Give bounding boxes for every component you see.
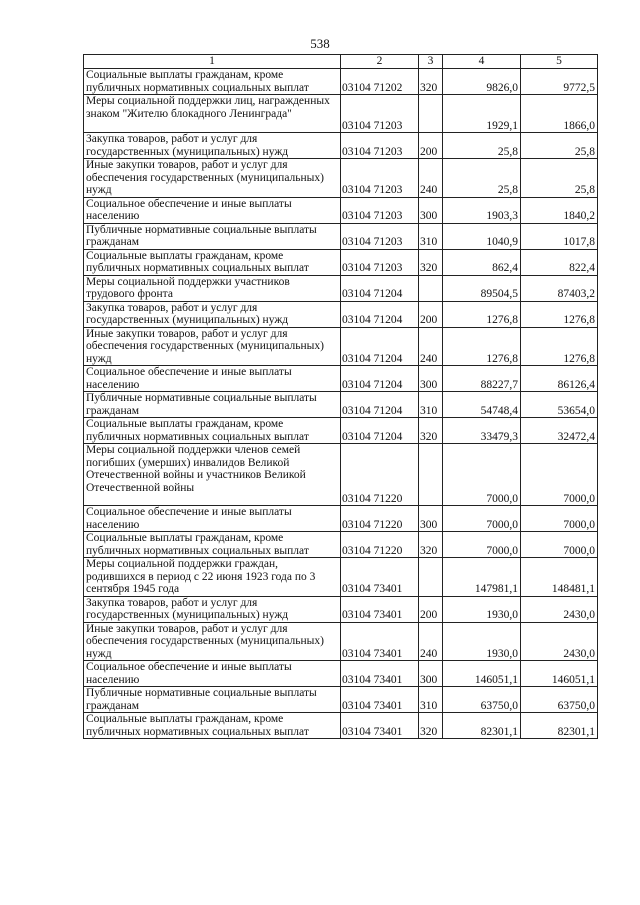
- row-name-cell: Меры социальной поддержки граждан, родившихся в период с 22 июня 1923 года по 3 сентября 1945 года: [84, 558, 341, 597]
- row-value-col5-cell: 82301,1: [521, 713, 598, 739]
- row-expense-type-cell: 200: [419, 301, 443, 327]
- row-value-col5-cell: 2430,0: [521, 622, 598, 661]
- row-code-cell: 03104 71220: [341, 444, 419, 506]
- row-value-col5-cell: 822,4: [521, 249, 598, 275]
- row-value-col5-cell: 7000,0: [521, 506, 598, 532]
- table-row: [84, 596, 598, 622]
- row-value-col4-cell: 25,8: [443, 133, 521, 159]
- table-row: [84, 275, 598, 301]
- header-col-3: 3: [419, 55, 443, 69]
- row-value-col5-cell: 7000,0: [521, 532, 598, 558]
- table-row: [84, 418, 598, 444]
- row-value-col4-cell: 7000,0: [443, 532, 521, 558]
- table-row: [84, 661, 598, 687]
- budget-table: [83, 54, 598, 739]
- row-code-cell: 03104 71204: [341, 327, 419, 366]
- row-value-col4-cell: 82301,1: [443, 713, 521, 739]
- row-code-cell: 03104 73401: [341, 558, 419, 597]
- row-value-col4-cell: 1930,0: [443, 596, 521, 622]
- row-code-cell: 03104 71204: [341, 392, 419, 418]
- row-value-col4-cell: 1929,1: [443, 95, 521, 133]
- table-row: [84, 532, 598, 558]
- row-expense-type-cell: 300: [419, 366, 443, 392]
- row-value-col4-cell: 63750,0: [443, 687, 521, 713]
- row-name-cell: Меры социальной поддержки лиц, награжденных знаком "Жителю блокадного Ленинграда": [84, 95, 341, 133]
- row-code-cell: 03104 71220: [341, 532, 419, 558]
- row-name-cell: Социальные выплаты гражданам, кроме публичных нормативных социальных выплат: [84, 713, 341, 739]
- row-code-cell: 03104 71204: [341, 366, 419, 392]
- table-row: [84, 301, 598, 327]
- table-row: [84, 249, 598, 275]
- table-row: [84, 687, 598, 713]
- table-row: [84, 159, 598, 198]
- row-value-col5-cell: 1276,8: [521, 327, 598, 366]
- row-value-col5-cell: 25,8: [521, 133, 598, 159]
- row-code-cell: 03104 71203: [341, 133, 419, 159]
- table-row: [84, 713, 598, 739]
- row-value-col5-cell: 87403,2: [521, 275, 598, 301]
- row-expense-type-cell: [419, 444, 443, 506]
- row-name-cell: Социальное обеспечение и иные выплаты населению: [84, 661, 341, 687]
- row-value-col5-cell: 146051,1: [521, 661, 598, 687]
- row-expense-type-cell: 240: [419, 159, 443, 198]
- table-row: [84, 366, 598, 392]
- row-expense-type-cell: [419, 275, 443, 301]
- table-row: [84, 133, 598, 159]
- page-number: 538: [310, 36, 330, 51]
- header-col-4: 4: [443, 55, 521, 69]
- row-expense-type-cell: 320: [419, 713, 443, 739]
- row-expense-type-cell: 310: [419, 687, 443, 713]
- row-expense-type-cell: 320: [419, 532, 443, 558]
- row-code-cell: 03104 71203: [341, 159, 419, 198]
- row-value-col4-cell: 7000,0: [443, 444, 521, 506]
- row-expense-type-cell: 320: [419, 249, 443, 275]
- row-value-col4-cell: 88227,7: [443, 366, 521, 392]
- row-expense-type-cell: 310: [419, 223, 443, 249]
- row-value-col5-cell: 9772,5: [521, 69, 598, 95]
- row-code-cell: 03104 73401: [341, 687, 419, 713]
- table-row: [84, 622, 598, 661]
- row-value-col4-cell: 147981,1: [443, 558, 521, 597]
- table-row: [84, 558, 598, 597]
- row-value-col4-cell: 862,4: [443, 249, 521, 275]
- row-value-col5-cell: 32472,4: [521, 418, 598, 444]
- header-col-2: 2: [341, 55, 419, 69]
- row-code-cell: 03104 73401: [341, 596, 419, 622]
- row-value-col5-cell: 148481,1: [521, 558, 598, 597]
- row-code-cell: 03104 71203: [341, 197, 419, 223]
- row-code-cell: 03104 73401: [341, 713, 419, 739]
- row-name-cell: Закупка товаров, работ и услуг для государственных (муниципальных) нужд: [84, 133, 341, 159]
- row-value-col5-cell: 53654,0: [521, 392, 598, 418]
- row-name-cell: Иные закупки товаров, работ и услуг для обеспечения государственных (муниципальных) нужд: [84, 622, 341, 661]
- row-code-cell: 03104 71220: [341, 506, 419, 532]
- table-row: [84, 197, 598, 223]
- row-code-cell: 03104 71203: [341, 95, 419, 133]
- row-value-col4-cell: 7000,0: [443, 506, 521, 532]
- row-name-cell: Иные закупки товаров, работ и услуг для обеспечения государственных (муниципальных) нужд: [84, 327, 341, 366]
- row-value-col5-cell: 25,8: [521, 159, 598, 198]
- table-row: [84, 69, 598, 95]
- row-name-cell: Социальное обеспечение и иные выплаты населению: [84, 197, 341, 223]
- row-code-cell: 03104 71203: [341, 223, 419, 249]
- row-name-cell: Закупка товаров, работ и услуг для государственных (муниципальных) нужд: [84, 301, 341, 327]
- row-value-col5-cell: 1840,2: [521, 197, 598, 223]
- row-value-col4-cell: 54748,4: [443, 392, 521, 418]
- row-code-cell: 03104 73401: [341, 622, 419, 661]
- row-value-col4-cell: 89504,5: [443, 275, 521, 301]
- row-value-col5-cell: 7000,0: [521, 444, 598, 506]
- row-name-cell: Закупка товаров, работ и услуг для государственных (муниципальных) нужд: [84, 596, 341, 622]
- table-row: [84, 223, 598, 249]
- row-value-col4-cell: 146051,1: [443, 661, 521, 687]
- row-expense-type-cell: 240: [419, 327, 443, 366]
- row-code-cell: 03104 71204: [341, 418, 419, 444]
- row-expense-type-cell: 240: [419, 622, 443, 661]
- header-col-5: 5: [521, 55, 598, 69]
- row-expense-type-cell: 200: [419, 133, 443, 159]
- row-value-col5-cell: 1276,8: [521, 301, 598, 327]
- row-value-col4-cell: 1040,9: [443, 223, 521, 249]
- row-expense-type-cell: [419, 95, 443, 133]
- row-value-col5-cell: 86126,4: [521, 366, 598, 392]
- row-expense-type-cell: 300: [419, 197, 443, 223]
- row-expense-type-cell: 200: [419, 596, 443, 622]
- row-name-cell: Меры социальной поддержки участников трудового фронта: [84, 275, 341, 301]
- row-code-cell: 03104 73401: [341, 661, 419, 687]
- row-value-col4-cell: 1276,8: [443, 327, 521, 366]
- table-row: [84, 327, 598, 366]
- row-value-col4-cell: 1276,8: [443, 301, 521, 327]
- table-row: [84, 95, 598, 133]
- row-name-cell: Социальные выплаты гражданам, кроме публичных нормативных социальных выплат: [84, 69, 341, 95]
- row-name-cell: Социальные выплаты гражданам, кроме публичных нормативных социальных выплат: [84, 249, 341, 275]
- table-row: [84, 506, 598, 532]
- row-code-cell: 03104 71203: [341, 249, 419, 275]
- row-name-cell: Иные закупки товаров, работ и услуг для обеспечения государственных (муниципальных) нужд: [84, 159, 341, 198]
- row-expense-type-cell: 320: [419, 418, 443, 444]
- row-name-cell: Публичные нормативные социальные выплаты гражданам: [84, 223, 341, 249]
- row-name-cell: Социальные выплаты гражданам, кроме публичных нормативных социальных выплат: [84, 532, 341, 558]
- row-value-col4-cell: 1930,0: [443, 622, 521, 661]
- row-expense-type-cell: 300: [419, 506, 443, 532]
- row-value-col5-cell: 1866,0: [521, 95, 598, 133]
- row-value-col4-cell: 33479,3: [443, 418, 521, 444]
- table-row: [84, 392, 598, 418]
- row-name-cell: Социальные выплаты гражданам, кроме публичных нормативных социальных выплат: [84, 418, 341, 444]
- header-row: [84, 55, 598, 69]
- row-value-col4-cell: 1903,3: [443, 197, 521, 223]
- row-value-col5-cell: 2430,0: [521, 596, 598, 622]
- row-expense-type-cell: 300: [419, 661, 443, 687]
- row-code-cell: 03104 71202: [341, 69, 419, 95]
- row-expense-type-cell: 320: [419, 69, 443, 95]
- row-code-cell: 03104 71204: [341, 301, 419, 327]
- row-name-cell: Меры социальной поддержки членов семей погибших (умерших) инвалидов Великой Отечественной войны и участников Великой Отечественной войны: [84, 444, 341, 506]
- header-col-1: 1: [84, 55, 341, 69]
- row-expense-type-cell: [419, 558, 443, 597]
- row-name-cell: Публичные нормативные социальные выплаты гражданам: [84, 687, 341, 713]
- row-code-cell: 03104 71204: [341, 275, 419, 301]
- row-value-col4-cell: 25,8: [443, 159, 521, 198]
- table-row: [84, 444, 598, 506]
- row-expense-type-cell: 310: [419, 392, 443, 418]
- row-name-cell: Социальное обеспечение и иные выплаты населению: [84, 506, 341, 532]
- row-value-col5-cell: 63750,0: [521, 687, 598, 713]
- row-name-cell: Социальное обеспечение и иные выплаты населению: [84, 366, 341, 392]
- row-value-col5-cell: 1017,8: [521, 223, 598, 249]
- row-name-cell: Публичные нормативные социальные выплаты гражданам: [84, 392, 341, 418]
- row-value-col4-cell: 9826,0: [443, 69, 521, 95]
